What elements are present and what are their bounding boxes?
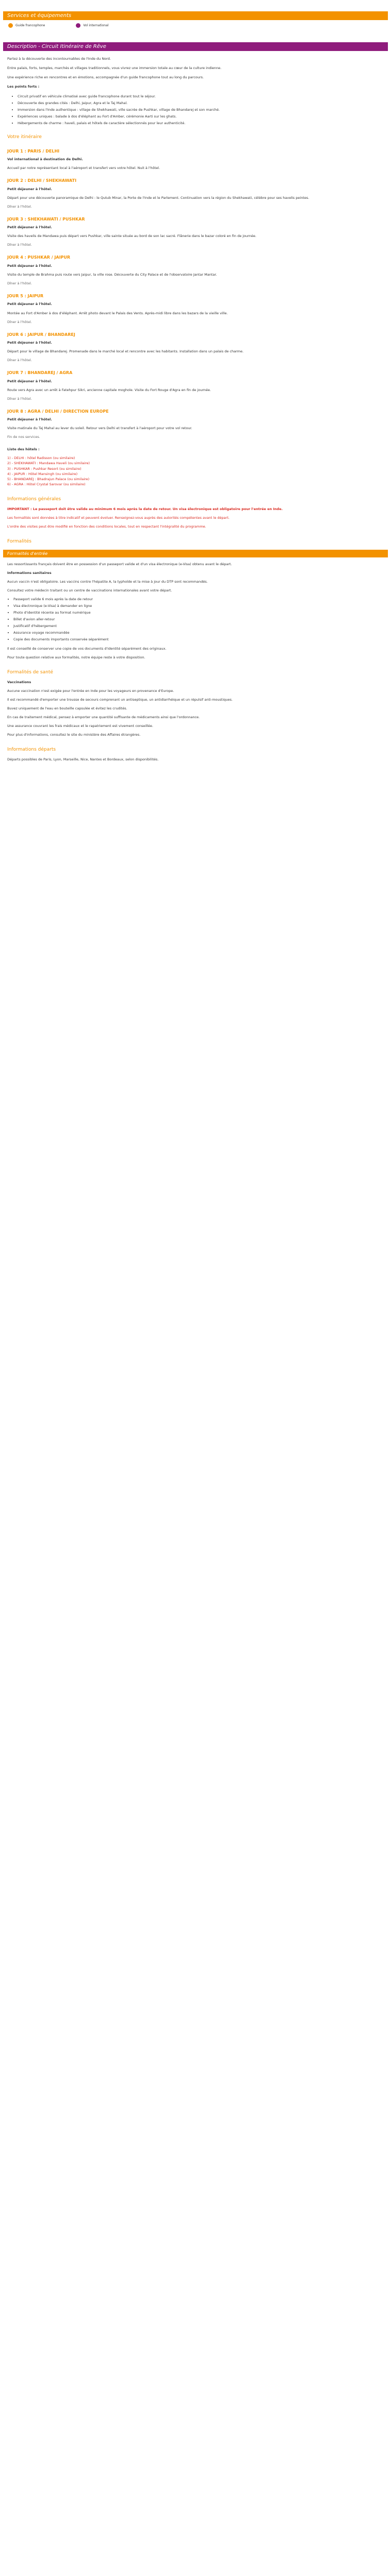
formalites-item: • Visa électronique (e-Visa) à demander en ligne [13, 603, 384, 608]
formalites-list [13, 597, 384, 642]
intro-para: Entre palais, forts, temples, marchés et villages traditionnels, vous vivrez une immersion totale au cœur de la culture indienne. [7, 66, 222, 71]
sante-para: Une assurance couvrant les frais médicaux et le rapatriement est vivement conseillée. [7, 723, 153, 728]
sante-para: Buvez uniquement de l'eau en bouteille capsulée et évitez les crudités. [7, 706, 127, 710]
formalites-closing: Pour toute question relative aux formalités, notre équipe reste à votre disposition. [7, 655, 145, 659]
day-sub: Vol international à destination de Delhi. [7, 157, 83, 162]
day-sub: Petit déjeuner à l'hôtel. [7, 225, 52, 230]
departs-title: Informations départs [7, 747, 56, 753]
service-item-guide [8, 23, 45, 28]
formalites-item: • Billet d'avion aller-retour [13, 617, 384, 622]
day-title: JOUR 5 : JAIPUR [7, 294, 44, 299]
day-para: Accueil par notre représentant local à l'aéroport et transfert vers votre hôtel. Nuit à l'hôtel. [7, 166, 160, 171]
day-para: Départ pour une découverte panoramique de Delhi : le Qutub Minar, la Porte de l'Inde et le Parlement. Continuation vers la région du Shekhawati, célèbre pour ses havelis peintes. [7, 195, 309, 200]
day-title: JOUR 8 : AGRA / DELHI / DIRECTION EUROPE [7, 409, 109, 414]
services-banner: Services et équipements [3, 11, 388, 20]
day-sub: Petit déjeuner à l'hôtel. [7, 379, 52, 383]
day-sub: Petit déjeuner à l'hôtel. [7, 187, 52, 191]
day-para: Montée au Fort d'Amber à dos d'éléphant. Arrêt photo devant le Palais des Vents. Après-midi libre dans les bazars de la vieille ville. [7, 311, 228, 315]
day-title: JOUR 7 : BHANDAREJ / AGRA [7, 370, 73, 376]
services-list [3, 20, 388, 31]
day-title: JOUR 2 : DELHI / SHEKHAWATI [7, 178, 77, 183]
day-para: Visite des havelis de Mandawa puis départ vers Pushkar, ville sainte située au bord de son lac sacré. Flânerie dans le bazar coloré en fin de journée. [7, 234, 256, 239]
day-para: Visite matinale du Taj Mahal au lever du soleil. Retour vers Delhi et transfert à l'aéroport pour votre vol retour. [7, 426, 192, 431]
formalites-item: • Justificatif d'hébergement [13, 623, 384, 629]
day-para: Route vers Agra avec un arrêt à Fatehpur Sikri, ancienne capitale moghole. Visite du Fort Rouge d'Agra en fin de journée. [7, 387, 211, 392]
formalites-item: • Assurance voyage recommandée [13, 630, 384, 635]
intro-para: Une expérience riche en rencontres et en émotions, accompagnée d'un guide francophone tout au long du parcours. [7, 75, 204, 80]
day-meals: Dîner à l'hôtel. [7, 243, 32, 247]
important-para: Les formalités sont données à titre indicatif et peuvent évoluer. Renseignez-vous auprès des autorités compétentes avant le départ. [7, 515, 230, 520]
sante-title: Formalités de santé [7, 669, 53, 675]
day-title: JOUR 3 : SHEKHAWATI / PUSHKAR [7, 216, 85, 222]
formalites-sub-title: Informations sanitaires [7, 570, 52, 575]
formalites-item: • Copie des documents importants conservée séparément [13, 637, 384, 642]
highlight-item: • Immersion dans l'Inde authentique : village de Shekhawati, ville sacrée de Pushkar, village de Bhandarej et son marché. [18, 107, 380, 112]
guide-icon [8, 23, 13, 28]
sante-para: En cas de traitement médical, pensez à emporter une quantité suffisante de médicaments ainsi que l'ordonnance. [7, 715, 200, 719]
hotel-item: 1) - DELHI : hôtel Radisson (ou similaire) [7, 456, 75, 461]
day-title: JOUR 1 : PARIS / DELHI [7, 148, 60, 154]
hotel-item: 3) - PUSHKAR : Pushkar Resort (ou similaire) [7, 466, 82, 471]
hotels-title: Liste des hôtels : [7, 447, 40, 452]
service-label: Guide francophone [15, 24, 45, 27]
sante-para: Aucune vaccination n'est exigée pour l'entrée en Inde pour les voyageurs en provenance d'Europe. [7, 688, 174, 693]
highlight-item: • Découverte des grandes cités : Delhi, Jaipur, Agra et le Taj Mahal. [18, 100, 380, 106]
formalites-table-header: Formalités d'entrée [3, 550, 388, 557]
day-sub: Petit déjeuner à l'hôtel. [7, 341, 52, 345]
day-meals: Dîner à l'hôtel. [7, 319, 32, 324]
hotel-item: 4) - JAIPUR : Hôtel Mansingh (ou similaire) [7, 471, 78, 476]
sante-para: Pour plus d'informations, consultez le site du ministère des Affaires étrangères. [7, 732, 141, 737]
description-intro [3, 51, 388, 126]
day-meals: Dîner à l'hôtel. [7, 396, 32, 401]
formalites-item: • Photo d'identité récente au format numérique [13, 610, 384, 615]
important-alert: IMPORTANT : Le passeport doit être valide au minimum 6 mois après la date de retour. Un visa électronique est obligatoire pour l'entrée en Inde. [7, 506, 283, 511]
service-label: Vol international [83, 24, 109, 27]
day-para: Départ pour le village de Bhandarej. Promenade dans le marché local et rencontre avec les habitants. Installation dans un palais de charme. [7, 349, 244, 354]
day-meals: Dîner à l'hôtel. [7, 358, 32, 363]
itinerary-title: Votre itinéraire [7, 134, 42, 140]
hotel-item: 5) - BHANDAREJ : Bhadrajun Palace (ou similaire) [7, 477, 90, 481]
hotels-list [7, 455, 384, 486]
formalites-item: • Passeport valide 6 mois après la date de retour [13, 597, 384, 602]
formalites-sub-para: Consultez votre médecin traitant ou un centre de vaccinations internationales avant votre départ. [7, 588, 172, 593]
highlight-item: • Expériences uniques : balade à dos d'éléphant au Fort d'Amber, cérémonie Aarti sur les ghats. [18, 114, 380, 119]
intro-para: Partez à la découverte des incontournables de l'Inde du Nord. [7, 57, 111, 61]
day-meals: Dîner à l'hôtel. [7, 204, 32, 209]
highlights-title: Les points forts : [7, 84, 40, 89]
description-banner: Description - Circuit Itinéraire de Rêve [3, 42, 388, 51]
day-sub: Petit déjeuner à l'hôtel. [7, 302, 52, 307]
flight-icon [76, 23, 80, 28]
formalites-closing: Il est conseillé de conserver une copie de vos documents d'identité séparément des originaux. [7, 646, 167, 651]
day-meals: Dîner à l'hôtel. [7, 281, 32, 285]
formalites-sub-para: Aucun vaccin n'est obligatoire. Les vaccins contre l'hépatite A, la typhoïde et la mise à jour du DTP sont recommandés. [7, 579, 208, 584]
day-sub: Petit déjeuner à l'hôtel. [7, 263, 52, 268]
day-meals: Fin de nos services. [7, 435, 40, 439]
sante-sub: Vaccinations [7, 680, 31, 684]
highlight-item: • Circuit privatif en véhicule climatisé avec guide francophone durant tout le séjour. [18, 94, 380, 99]
important-title: Informations générales [7, 496, 61, 502]
hotel-item: 6) - AGRA : Hôtel Crystal Sarovar (ou similaire) [7, 482, 86, 486]
page [0, 11, 391, 762]
important-para: L'ordre des visites peut être modifié en fonction des conditions locales, tout en respectant l'intégralité du programme. [7, 524, 206, 529]
highlights-list [18, 94, 380, 126]
formalites-title: Formalités [7, 538, 31, 544]
day-title: JOUR 6 : JAIPUR / BHANDAREJ [7, 332, 75, 337]
service-item-flight [76, 23, 108, 28]
day-sub: Petit déjeuner à l'hôtel. [7, 417, 52, 422]
departs-text: Départs possibles de Paris, Lyon, Marseille, Nice, Nantes et Bordeaux, selon disponibilités. [7, 757, 159, 761]
formalites-intro: Les ressortissants français doivent être en possession d'un passeport valide et d'un visa électronique (e-Visa) obtenu avant le départ. [7, 562, 232, 566]
itinerary-days [3, 148, 388, 440]
highlight-item: • Hébergements de charme : haveli, palais et hôtels de caractère sélectionnés pour leur authenticité. [18, 121, 380, 126]
day-title: JOUR 4 : PUSHKAR / JAIPUR [7, 255, 71, 260]
day-para: Visite du temple de Brahma puis route vers Jaipur, la ville rose. Découverte du City Palace et de l'observatoire Jantar Mantar. [7, 272, 217, 277]
hotel-item: 2) - SHEKHAWATI : Mandawa Haveli (ou similaire) [7, 461, 90, 466]
sante-para: Il est recommandé d'emporter une trousse de secours comprenant un antiseptique, un antidiarrhéique et un répulsif anti-moustiques. [7, 697, 233, 702]
